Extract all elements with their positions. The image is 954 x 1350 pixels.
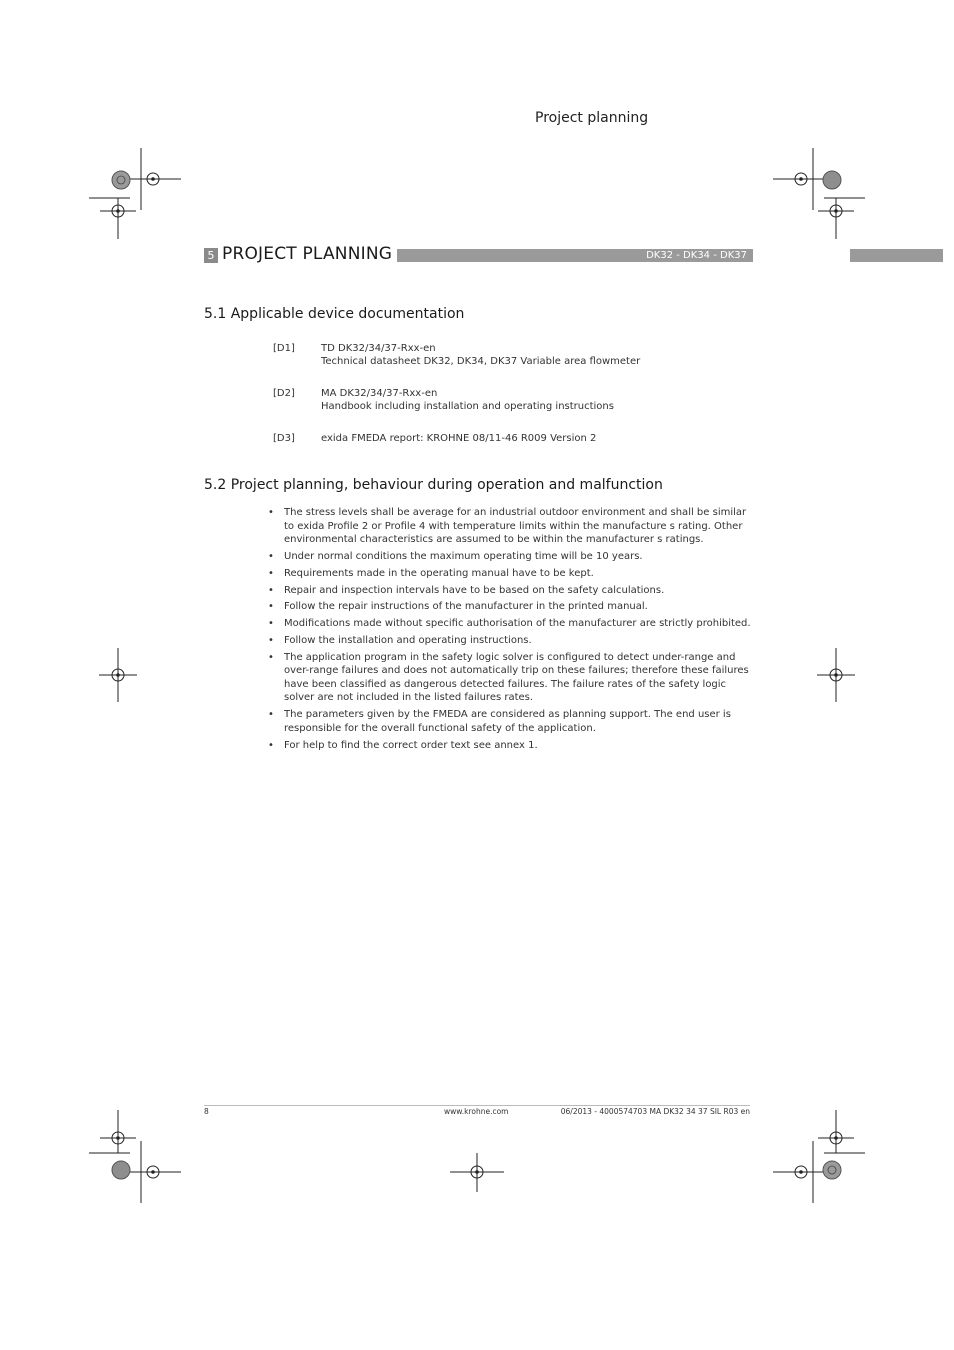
footer-rule (204, 1105, 750, 1106)
list-item: • Follow the repair instructions of the manufacturer in the printed manual. (268, 601, 648, 613)
bullet-icon: • (268, 550, 274, 562)
running-head: Project planning (535, 110, 649, 126)
edge-tab (850, 249, 943, 262)
bullet-icon: • (268, 651, 274, 663)
doc-ref: [D3] (273, 433, 295, 444)
bullet-list (268, 506, 758, 755)
page-number: 8 (204, 1107, 209, 1116)
doc-line: exida FMEDA report: KROHNE 08/11-46 R009 Version 2 (321, 433, 597, 444)
section-title-5-1: 5.1 Applicable device documentation (204, 306, 465, 322)
doc-ref: [D2] (273, 388, 295, 399)
bullet-icon: • (268, 567, 274, 579)
doc-ref: [D1] (273, 343, 295, 354)
chapter-bar (397, 249, 753, 262)
doc-line: TD DK32/34/37-Rxx-en (321, 343, 436, 354)
list-item: • Repair and inspection intervals have to be based on the safety calculations. (268, 584, 665, 596)
list-item: • The stress levels shall be average for an industrial outdoor environment and shall be similar to exida Profile 2 or Profile 4 with temperature limits within the manufacture s rating. Other environmental characteristics are assumed to be within the manufacturer s ratings. (268, 507, 747, 546)
footer-doc-id: 06/2013 - 4000574703 MA DK32 34 37 SIL R03 en (560, 1107, 750, 1116)
list-item: • Follow the installation and operating instructions. (268, 634, 532, 646)
doc-line: MA DK32/34/37-Rxx-en (321, 388, 438, 399)
section-title-5-2: 5.2 Project planning, behaviour during operation and malfunction (204, 477, 663, 493)
bullet-icon: • (268, 507, 274, 518)
chapter-models: DK32 - DK34 - DK37 (646, 250, 747, 261)
footer-website: www.krohne.com (444, 1107, 509, 1116)
doc-line: Handbook including installation and operating instructions (321, 401, 614, 412)
bullet-icon: • (268, 618, 274, 630)
doc-line: Technical datasheet DK32, DK34, DK37 Variable area flowmeter (321, 356, 641, 367)
list-item: • Requirements made in the operating manual have to be kept. (268, 567, 594, 579)
bullet-icon: • (268, 739, 274, 751)
list-item: • The application program in the safety logic solver is configured to detect under-range and over-range failures and does not automatically trip on these failures; therefore these failures have been classified as dangerous detected failures. The failure rates of the safety logic solver are not included in the listed failures rates. (268, 651, 749, 704)
bullet-icon: • (268, 601, 274, 613)
chapter-title: PROJECT PLANNING (222, 244, 393, 264)
bullet-icon: • (268, 709, 274, 721)
list-item: • Modifications made without specific authorisation of the manufacturer are strictly prohibited. (268, 618, 751, 630)
list-item: • The parameters given by the FMEDA are considered as planning support. The end user is responsible for the overall functional safety of the application. (268, 709, 731, 734)
list-item: • For help to find the correct order text see annex 1. (268, 739, 538, 751)
bullet-icon: • (268, 634, 274, 646)
list-item: • Under normal conditions the maximum operating time will be 10 years. (268, 550, 643, 562)
bullet-icon: • (268, 584, 274, 596)
chapter-number-badge: 5 (204, 248, 218, 263)
